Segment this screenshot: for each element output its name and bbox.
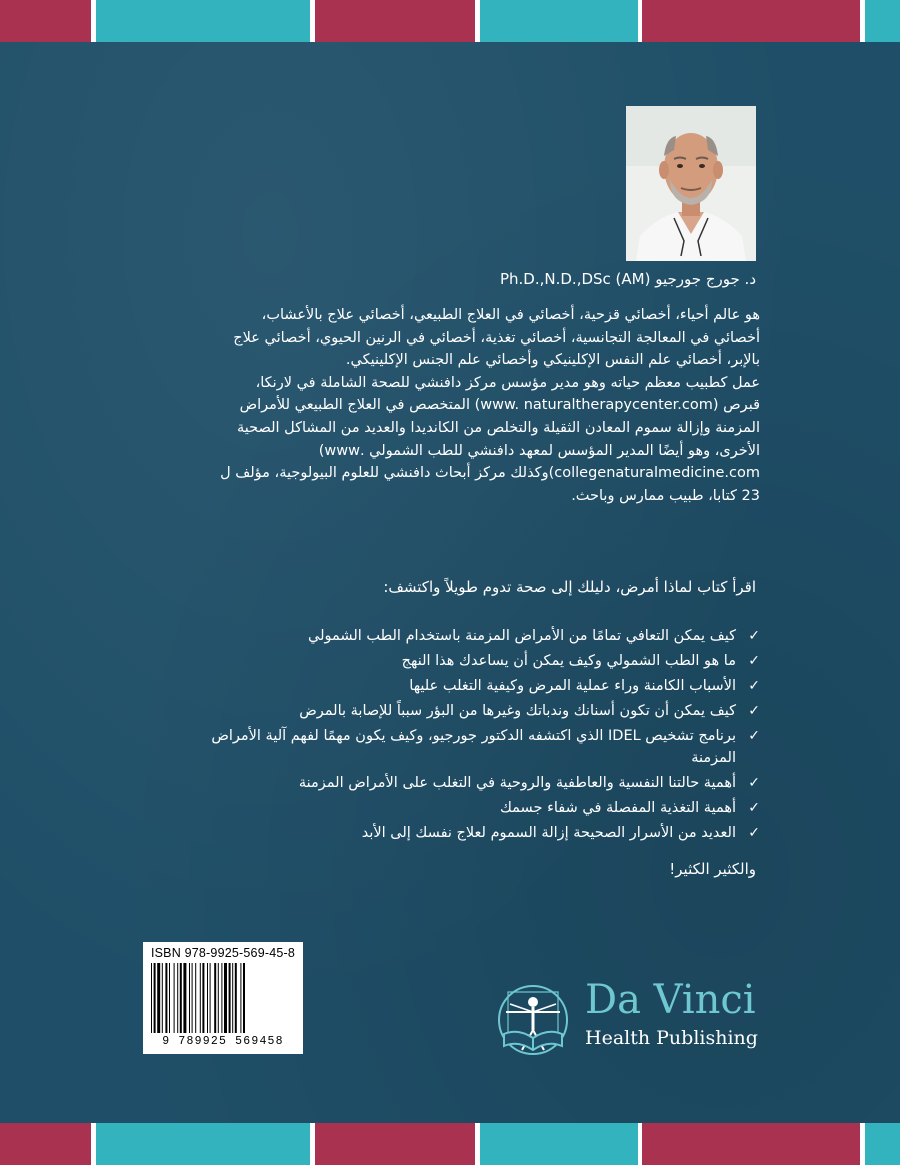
bio-line: عمل كطبيب معظم حياته وهو مدير مؤسس مركز دافنشي للصحة الشاملة في لارنكا،	[255, 374, 760, 391]
stripe-segment-crimson	[642, 0, 860, 42]
barcode-bars	[149, 963, 297, 1035]
feature-text: كيف يمكن التعافي تمامًا من الأمراض المزمنة باستخدام الطب الشمولي	[308, 628, 736, 644]
bio-line: collegenaturalmedicine.com)وكذلك مركز أبحاث دافنشي للعلوم البيولوجية، مؤلف ل	[220, 465, 760, 482]
barcode-bar	[224, 963, 227, 1033]
stripe-segment-crimson	[0, 1123, 91, 1165]
barcode-bar	[180, 963, 182, 1033]
barcode-bar	[154, 963, 156, 1033]
bottom-stripe	[0, 1123, 900, 1165]
barcode-bar	[232, 963, 233, 1033]
barcode-bar	[157, 963, 160, 1033]
publisher-name: Da Vinci	[585, 977, 756, 1023]
stripe-segment-teal	[480, 1123, 637, 1165]
stripe-segment-teal	[96, 1123, 310, 1165]
publisher-subtitle: Health Publishing	[585, 1027, 758, 1049]
bio-line: الأخرى، وهو أيضًا المدير المؤسس لمعهد دافنشي للطب الشمولي .www)	[318, 442, 760, 459]
author-credentials: Ph.D.,N.D.,DSc (AM)	[499, 270, 651, 288]
bio-line: قبرص (www. naturaltherapycenter.com) المتخصص في العلاج الطبيعي للأمراض	[239, 397, 760, 414]
bio-line: هو عالم أحياء، أخصائي قزحية، أخصائي في العلاج الطبيعي، أخصائي علاج بالأعشاب،	[261, 307, 760, 323]
feature-item	[200, 625, 760, 647]
closing-line: والكثير الكثير!	[669, 860, 756, 878]
feature-item	[200, 675, 760, 697]
barcode-bar	[214, 963, 216, 1033]
feature-text: برنامج تشخيص IDEL الذي اكتشفه الدكتور جورجيو، وكيف يكون مهمًا لفهم آلية الأمراض المزمنة	[211, 728, 736, 766]
author-credit	[500, 270, 756, 288]
barcode-bar	[202, 963, 204, 1033]
isbn-label: ISBN 978-9925-569-45-8	[150, 946, 296, 960]
feature-item	[200, 650, 760, 672]
check-icon: ✓	[748, 678, 760, 694]
stripe-segment-crimson	[0, 0, 91, 42]
barcode-bar	[240, 963, 241, 1033]
barcode-digits: 9 789925 569458	[162, 1035, 284, 1048]
isbn-barcode	[143, 942, 303, 1054]
feature-text: الأسباب الكامنة وراء عملية المرض وكيفية التغلب عليها	[409, 678, 736, 694]
bio-line: بالإبر، أخصائي علم النفس الإكلينيكي وأخصائي علم الجنس الإكلينيكي.	[345, 352, 760, 369]
stripe-segment-teal	[865, 0, 900, 42]
barcode-bar	[165, 963, 167, 1033]
barcode-bar	[207, 963, 208, 1033]
top-stripe	[0, 0, 900, 42]
author-name: د. جورج جورجيو	[655, 270, 756, 288]
feature-text: أهمية التغذية المفصلة في شفاء جسمك	[499, 800, 736, 816]
barcode-bar	[195, 963, 196, 1033]
barcode-bar	[229, 963, 231, 1033]
barcode-bar	[177, 963, 178, 1033]
feature-text: كيف يمكن أن تكون أسنانك وندباتك وغيرها من البؤر سبباً للإصابة بالمرض	[299, 703, 736, 719]
barcode-bar	[183, 963, 186, 1033]
feature-item	[200, 822, 760, 844]
barcode-bar	[192, 963, 193, 1033]
bio-line: المزمنة وإزالة سموم المعادن الثقيلة والتخلص من الكانديدا والعديد من المشاكل الصحية	[236, 419, 760, 436]
check-icon: ✓	[748, 703, 760, 719]
stripe-segment-teal	[96, 0, 310, 42]
barcode-bar	[243, 963, 245, 1033]
stripe-segment-teal	[865, 1123, 900, 1165]
barcode-bar	[174, 963, 175, 1033]
barcode-bar	[189, 963, 190, 1033]
feature-text: أهمية حالتنا النفسية والعاطفية والروحية في التغلب على الأمراض المزمنة	[298, 775, 736, 791]
author-bio	[120, 304, 760, 507]
feature-list	[200, 625, 760, 847]
check-icon: ✓	[748, 800, 760, 816]
feature-text: ما هو الطب الشمولي وكيف يمكن أن يساعدك هذا النهج	[401, 653, 736, 669]
stripe-segment-crimson	[315, 0, 476, 42]
barcode-bar	[200, 963, 201, 1033]
feature-item	[200, 725, 760, 769]
check-icon: ✓	[748, 775, 760, 791]
feature-item	[200, 797, 760, 819]
barcode-bar	[221, 963, 222, 1033]
barcode-bar	[218, 963, 219, 1033]
barcode-bar	[169, 963, 170, 1033]
feature-text: العديد من الأسرار الصحيحة إزالة السموم لعلاج نفسك إلى الأبد	[361, 825, 736, 841]
barcode-bar	[151, 963, 152, 1033]
intro-heading: اقرأ كتاب لماذا أمرض، دليلك إلى صحة تدوم طويلاً واكتشف:	[383, 578, 756, 596]
check-icon: ✓	[748, 728, 760, 744]
check-icon: ✓	[748, 825, 760, 841]
feature-item	[200, 772, 760, 794]
feature-item	[200, 700, 760, 722]
check-icon: ✓	[748, 653, 760, 669]
stripe-segment-teal	[480, 0, 637, 42]
barcode-bar	[162, 963, 163, 1033]
stripe-segment-crimson	[642, 1123, 860, 1165]
author-photo	[626, 106, 756, 261]
bio-line: 23 كتابا، طبيب ممارس وباحث.	[571, 487, 760, 504]
bio-line: أخصائي في المعالجة التجانسية، أخصائي تغذية، أخصائي في الرنين الحيوي، أخصائي علاج	[233, 329, 760, 346]
barcode-bar	[210, 963, 211, 1033]
vitruvian-book-icon	[494, 982, 572, 1062]
barcode-bar	[235, 963, 237, 1033]
check-icon: ✓	[748, 628, 760, 644]
stripe-segment-crimson	[315, 1123, 476, 1165]
